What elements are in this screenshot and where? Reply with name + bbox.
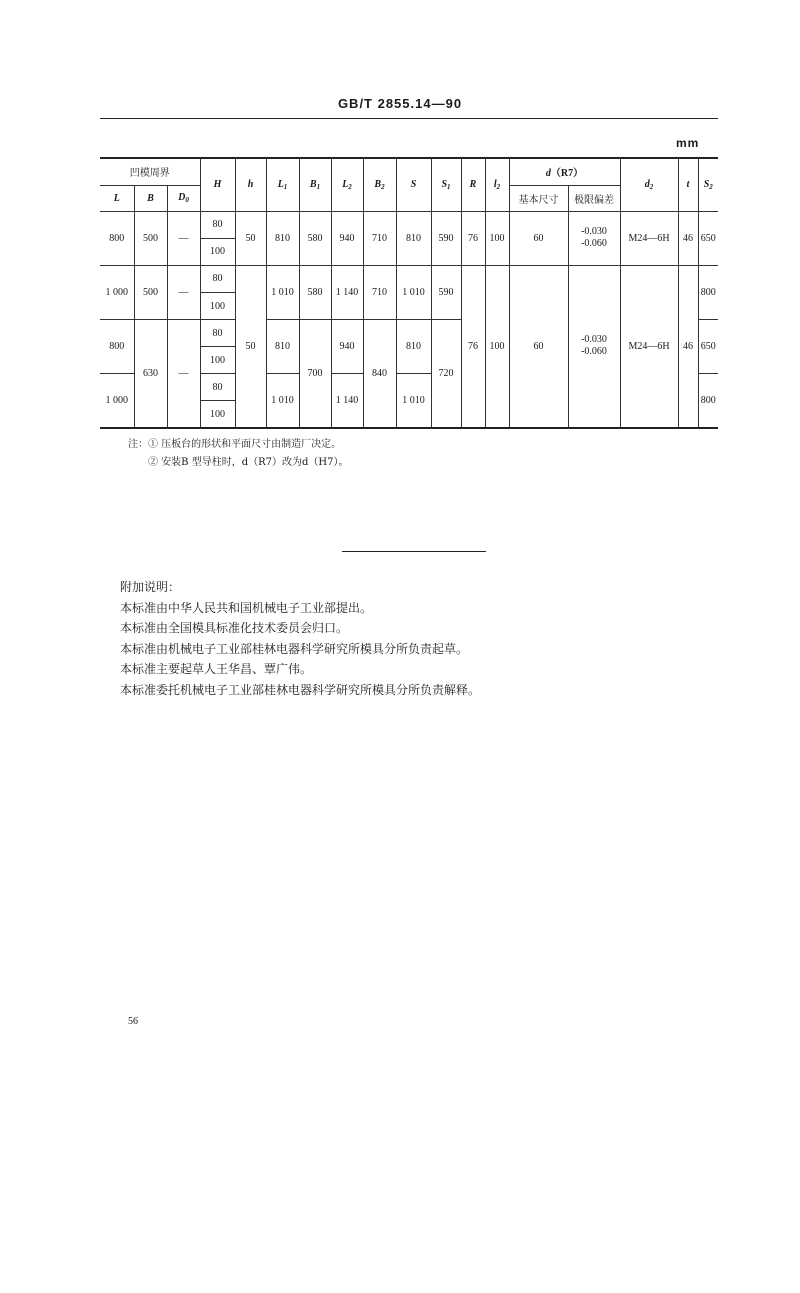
cell-H: 100 [200,401,235,428]
cell-B1-700: 700 [299,320,331,428]
col-header-L: L [100,185,134,211]
col-header-B2: $B_2$ [363,158,396,211]
cell-t-shared: 46 [678,265,698,428]
cell-L2: 1 140 [331,265,363,319]
cell-B1: 580 [299,211,331,265]
cell-H: 80 [200,320,235,347]
cell-L1: 810 [266,320,299,374]
cell-L1: 1 010 [266,265,299,319]
table-notes [128,436,348,472]
cell-H: 100 [200,238,235,265]
cell-S2: 650 [698,211,718,265]
cell-D0-630: — [167,320,200,428]
cell-S1: 590 [431,265,461,319]
cell-S1-720: 720 [431,320,461,428]
die-perimeter-header: 凹模周界 [100,158,200,185]
col-header-D0: $D_0$ [167,185,200,211]
appendix-notes [120,577,480,700]
cell-L2: 1 140 [331,374,363,428]
cell-B: 500 [134,265,167,319]
cell-R-shared: 76 [461,265,485,428]
cell-l2: 100 [485,211,509,265]
cell-L: 1 000 [100,374,134,428]
cell-H: 100 [200,292,235,319]
cell-h: 50 [235,211,266,265]
col-header-S2: $S_2$ [698,158,718,211]
col-header-basic-size: 基本尺寸 [509,185,568,211]
cell-l2-shared: 100 [485,265,509,428]
cell-basic-size-shared: 60 [509,265,568,428]
d-r7-header: d（R7） [509,158,620,185]
cell-S2: 800 [698,374,718,428]
section-divider [342,551,486,552]
cell-d2: M24—6H [620,211,678,265]
cell-S: 1 010 [396,265,431,319]
note-2: ② 安装B 型导柱时，d（R7）改为d（H7）。 [148,457,349,468]
appendix-line: 本标准委托机械电子工业部桂林电器科学研究所模具分所负责解释。 [120,682,481,697]
standard-number-header: GB/T 2855.14—90 [337,96,463,111]
cell-B: 500 [134,211,167,265]
dimension-table [100,157,718,429]
cell-h-shared: 50 [235,265,266,428]
cell-B2-840: 840 [363,320,396,428]
cell-H: 80 [200,374,235,401]
col-header-H: H [200,158,235,211]
cell-L: 800 [100,211,134,265]
col-header-h: h [235,158,266,211]
page-number: 56 [128,1016,138,1027]
col-header-R: R [461,158,485,211]
cell-d2-shared: M24—6H [620,265,678,428]
note-1: 注：① 压板台的形状和平面尺寸由制造厂决定。 [128,439,342,450]
cell-R: 76 [461,211,485,265]
appendix-line: 本标准由中华人民共和国机械电子工业部提出。 [120,600,373,615]
cell-S1: 590 [431,211,461,265]
cell-L2: 940 [331,320,363,374]
col-header-B1: $B_1$ [299,158,331,211]
cell-H: 80 [200,211,235,238]
header-rule [100,118,718,119]
cell-L: 1 000 [100,265,134,319]
cell-S: 810 [396,320,431,374]
cell-D0: — [167,265,200,319]
cell-t: 46 [678,211,698,265]
cell-limit-deviation-shared: -0.030 -0.060 [568,265,620,428]
cell-B1: 580 [299,265,331,319]
cell-S2: 650 [698,320,718,374]
col-header-B: B [134,185,167,211]
cell-L: 800 [100,320,134,374]
cell-L2: 940 [331,211,363,265]
appendix-line: 本标准由全国模具标准化技术委员会归口。 [120,621,349,635]
appendix-title: 附加说明： [120,580,181,594]
cell-H: 100 [200,347,235,374]
col-header-S1: $S_1$ [431,158,461,211]
col-header-d2: $d_2$ [620,158,678,211]
cell-limit-deviation: -0.030 -0.060 [568,211,620,265]
cell-S: 1 010 [396,374,431,428]
col-header-L1: $L_1$ [266,158,299,211]
cell-L1: 1 010 [266,374,299,428]
col-header-L2: $L_2$ [331,158,363,211]
cell-D0: — [167,211,200,265]
cell-S: 810 [396,211,431,265]
cell-L1: 810 [266,211,299,265]
cell-B2: 710 [363,265,396,319]
col-header-S: S [396,158,431,211]
cell-B-630: 630 [134,320,167,428]
appendix-line: 本标准由机械电子工业部桂林电器科学研究所模具分所负责起草。 [120,641,469,656]
col-header-l2: $l_2$ [485,158,509,211]
col-header-t: t [678,158,698,211]
cell-basic-size: 60 [509,211,568,265]
unit-label: mm [676,136,700,150]
cell-S2: 800 [698,265,718,319]
cell-B2: 710 [363,211,396,265]
col-header-limit-deviation: 极限偏差 [568,185,620,211]
cell-H: 80 [200,265,235,292]
appendix-line: 本标准主要起草人王华昌、覃广伟。 [120,662,313,676]
